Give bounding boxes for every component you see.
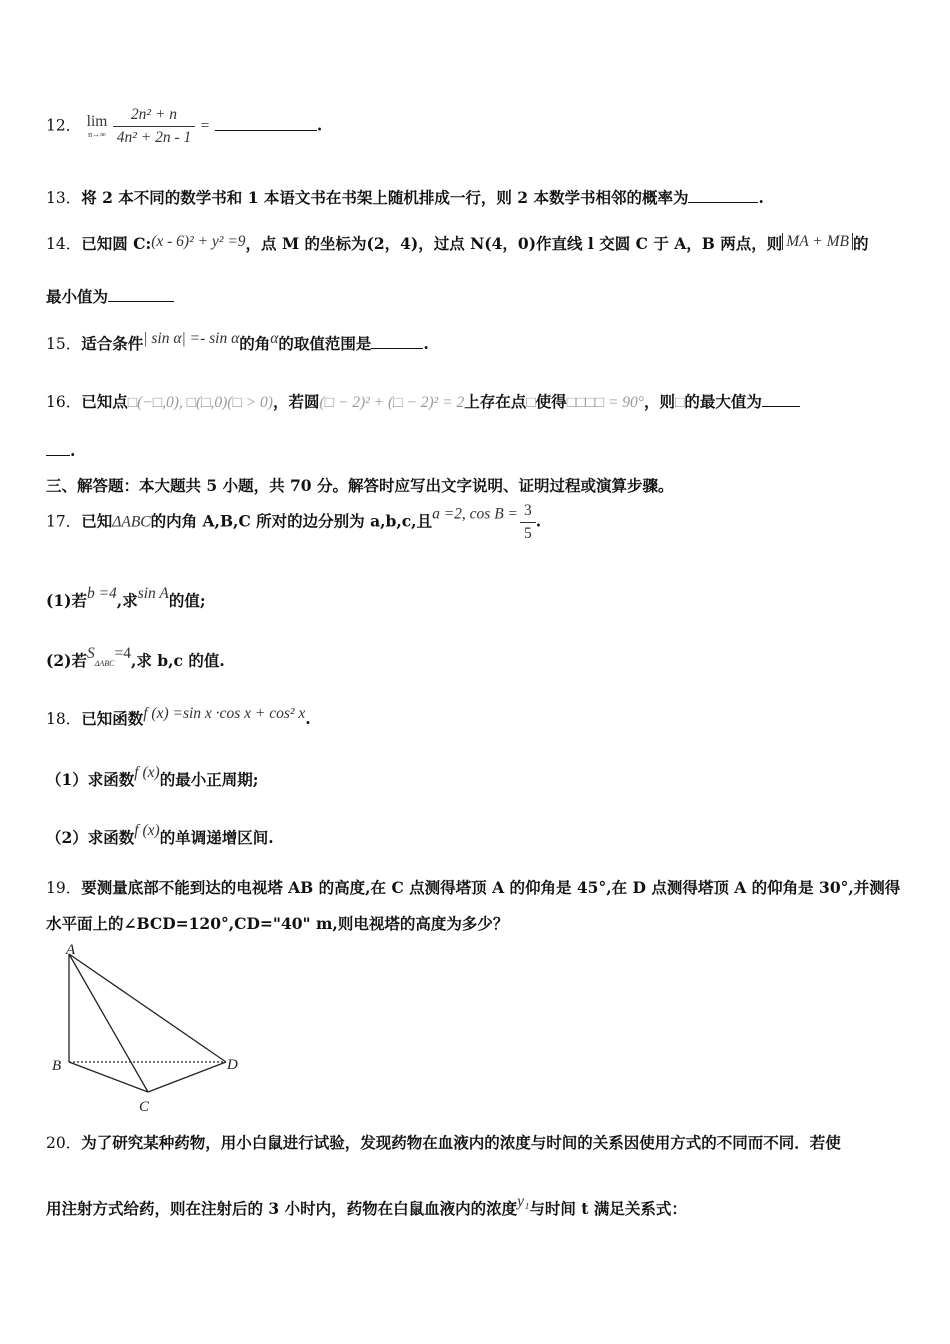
question-text: ，点 M 的坐标为(2，4)，过点 N(4，0)作直线 l 交圆 C 于 A，B 两点，则 bbox=[245, 234, 783, 253]
given-condition: a =2, cos B = bbox=[432, 505, 519, 523]
alpha-symbol: α bbox=[270, 330, 279, 347]
limit-fraction: $\frac{\text{2n² + n}}{\text{4n² + 2n - 1}}$ bbox=[113, 104, 196, 149]
question-number: 19． bbox=[46, 879, 82, 897]
question-text: 为了研究某种药物，用小白鼠进行试验，发现药物在血液内的浓度与时间的关系因使用方式的不同而不同．若使 bbox=[81, 1133, 841, 1152]
answer-blank bbox=[371, 348, 423, 349]
question-number: 15． bbox=[46, 335, 82, 353]
q20 bbox=[46, 1131, 841, 1153]
q19 bbox=[46, 876, 900, 898]
answer-blank bbox=[108, 301, 174, 302]
q17-part1: (1)若b =4,求sin A的值; bbox=[46, 585, 206, 610]
label-D: D bbox=[227, 1057, 238, 1073]
q17: 17．已知ΔABC的内角 A,B,C 所对的边分别为 a,b,c,且a =2, cos B = $\frac{3}{5}$ . bbox=[46, 500, 541, 545]
q16-line2: . bbox=[46, 441, 75, 460]
question-number: 18． bbox=[46, 710, 82, 728]
y1-symbol: y₁ bbox=[517, 1193, 530, 1210]
cosine-fraction: $\frac{3}{5}$ bbox=[520, 500, 536, 545]
function-definition: f (x) =sin x ·cos x + cos² x bbox=[143, 705, 306, 722]
segment-BC bbox=[69, 1062, 148, 1092]
tower-diagram bbox=[46, 940, 256, 1120]
question-number: 14． bbox=[46, 235, 82, 253]
question-number: 12． bbox=[46, 116, 82, 135]
question-number: 17． bbox=[46, 512, 82, 531]
circle-equation: (x - 6)² + y² =9 bbox=[151, 233, 246, 250]
question-number: 13． bbox=[46, 189, 82, 207]
question-text: 要测量底部不能到达的电视塔 AB 的高度,在 C 点测得塔顶 A 的仰角是 45°,在 D 点测得塔顶 A 的仰角是 30°,并测得 bbox=[81, 878, 901, 897]
q16: 16．已知点□(−□,0), □(□,0)(□ > 0)，若圆(□ − 2)² + (□ − 2)² = 2上存在点□使得□□□□ = 90°，则□的最大值为 bbox=[46, 390, 800, 412]
limit-operator: lim n→∞ bbox=[86, 112, 108, 139]
section-heading: 三、解答题：本大题共 5 小题，共 70 分。解答时应写出文字说明、证明过程或演算步骤。 bbox=[46, 476, 674, 495]
q19-line2: 水平面上的∠BCD=120°,CD="40" m,则电视塔的高度为多少？ bbox=[46, 914, 509, 933]
q12: 12． lim n→∞ $\frac{\text{2n² + n}}{\text{4n² + 2n - 1}}$ = . bbox=[46, 104, 322, 149]
label-C: C bbox=[139, 1099, 150, 1115]
q18-part2: （2）求函数f (x)的单调递增区间. bbox=[46, 822, 274, 847]
points-expression: □(−□,0), □(□,0)(□ > 0) bbox=[127, 394, 273, 411]
vector-magnitude: MA + MB bbox=[782, 233, 853, 250]
segment-AC bbox=[69, 954, 148, 1092]
question-number: 16． bbox=[46, 393, 82, 411]
q20-line2: 用注射方式给药，则在注射后的 3 小时内，药物在白鼠血液内的浓度y₁与时间 t 满足关系式： bbox=[46, 1193, 687, 1218]
q18-part1: （1）求函数f (x)的最小正周期; bbox=[46, 764, 259, 789]
label-A: A bbox=[66, 942, 76, 958]
q14-line2: 最小值为 bbox=[46, 285, 174, 307]
question-text: 已知圆 C: bbox=[81, 234, 152, 253]
q13: 13．将 2 本不同的数学书和 1 本语文书在书架上随机排成一行，则 2 本数学书相邻的概率为 . bbox=[46, 188, 764, 207]
q17-part2: (2)若SΔABC=4,求 b,c 的值. bbox=[46, 645, 225, 670]
circle-equation: (□ − 2)² + (□ − 2)² = 2 bbox=[319, 394, 465, 411]
q18: 18．已知函数f (x) =sin x ·cos x + cos² x. bbox=[46, 705, 311, 728]
question-text: 将 2 本不同的数学书和 1 本语文书在书架上随机排成一行，则 2 本数学书相邻的概率为 bbox=[81, 188, 689, 207]
question-number: 20． bbox=[46, 1134, 82, 1152]
answer-blank bbox=[215, 130, 317, 131]
answer-blank bbox=[46, 455, 70, 456]
q14: 14．已知圆 C:(x - 6)² + y² =9，点 M 的坐标为(2，4)，过点 N(4，0)作直线 l 交圆 C 于 A，B 两点，则 MA + MB 的 bbox=[46, 233, 869, 253]
triangle-symbol: ΔABC bbox=[112, 513, 151, 531]
label-B: B bbox=[52, 1058, 62, 1074]
angle-condition: □□□□ = 90° bbox=[566, 394, 644, 411]
segment-CD bbox=[148, 1062, 226, 1092]
answer-blank bbox=[688, 202, 758, 203]
answer-blank bbox=[762, 406, 800, 407]
segment-AD bbox=[69, 954, 226, 1062]
q15: 15．适合条件| sin α| =- sin α的角α的取值范围是 . bbox=[46, 330, 429, 353]
condition-expression: | sin α| =- sin α bbox=[143, 330, 240, 347]
equals-sign: = bbox=[200, 117, 210, 135]
